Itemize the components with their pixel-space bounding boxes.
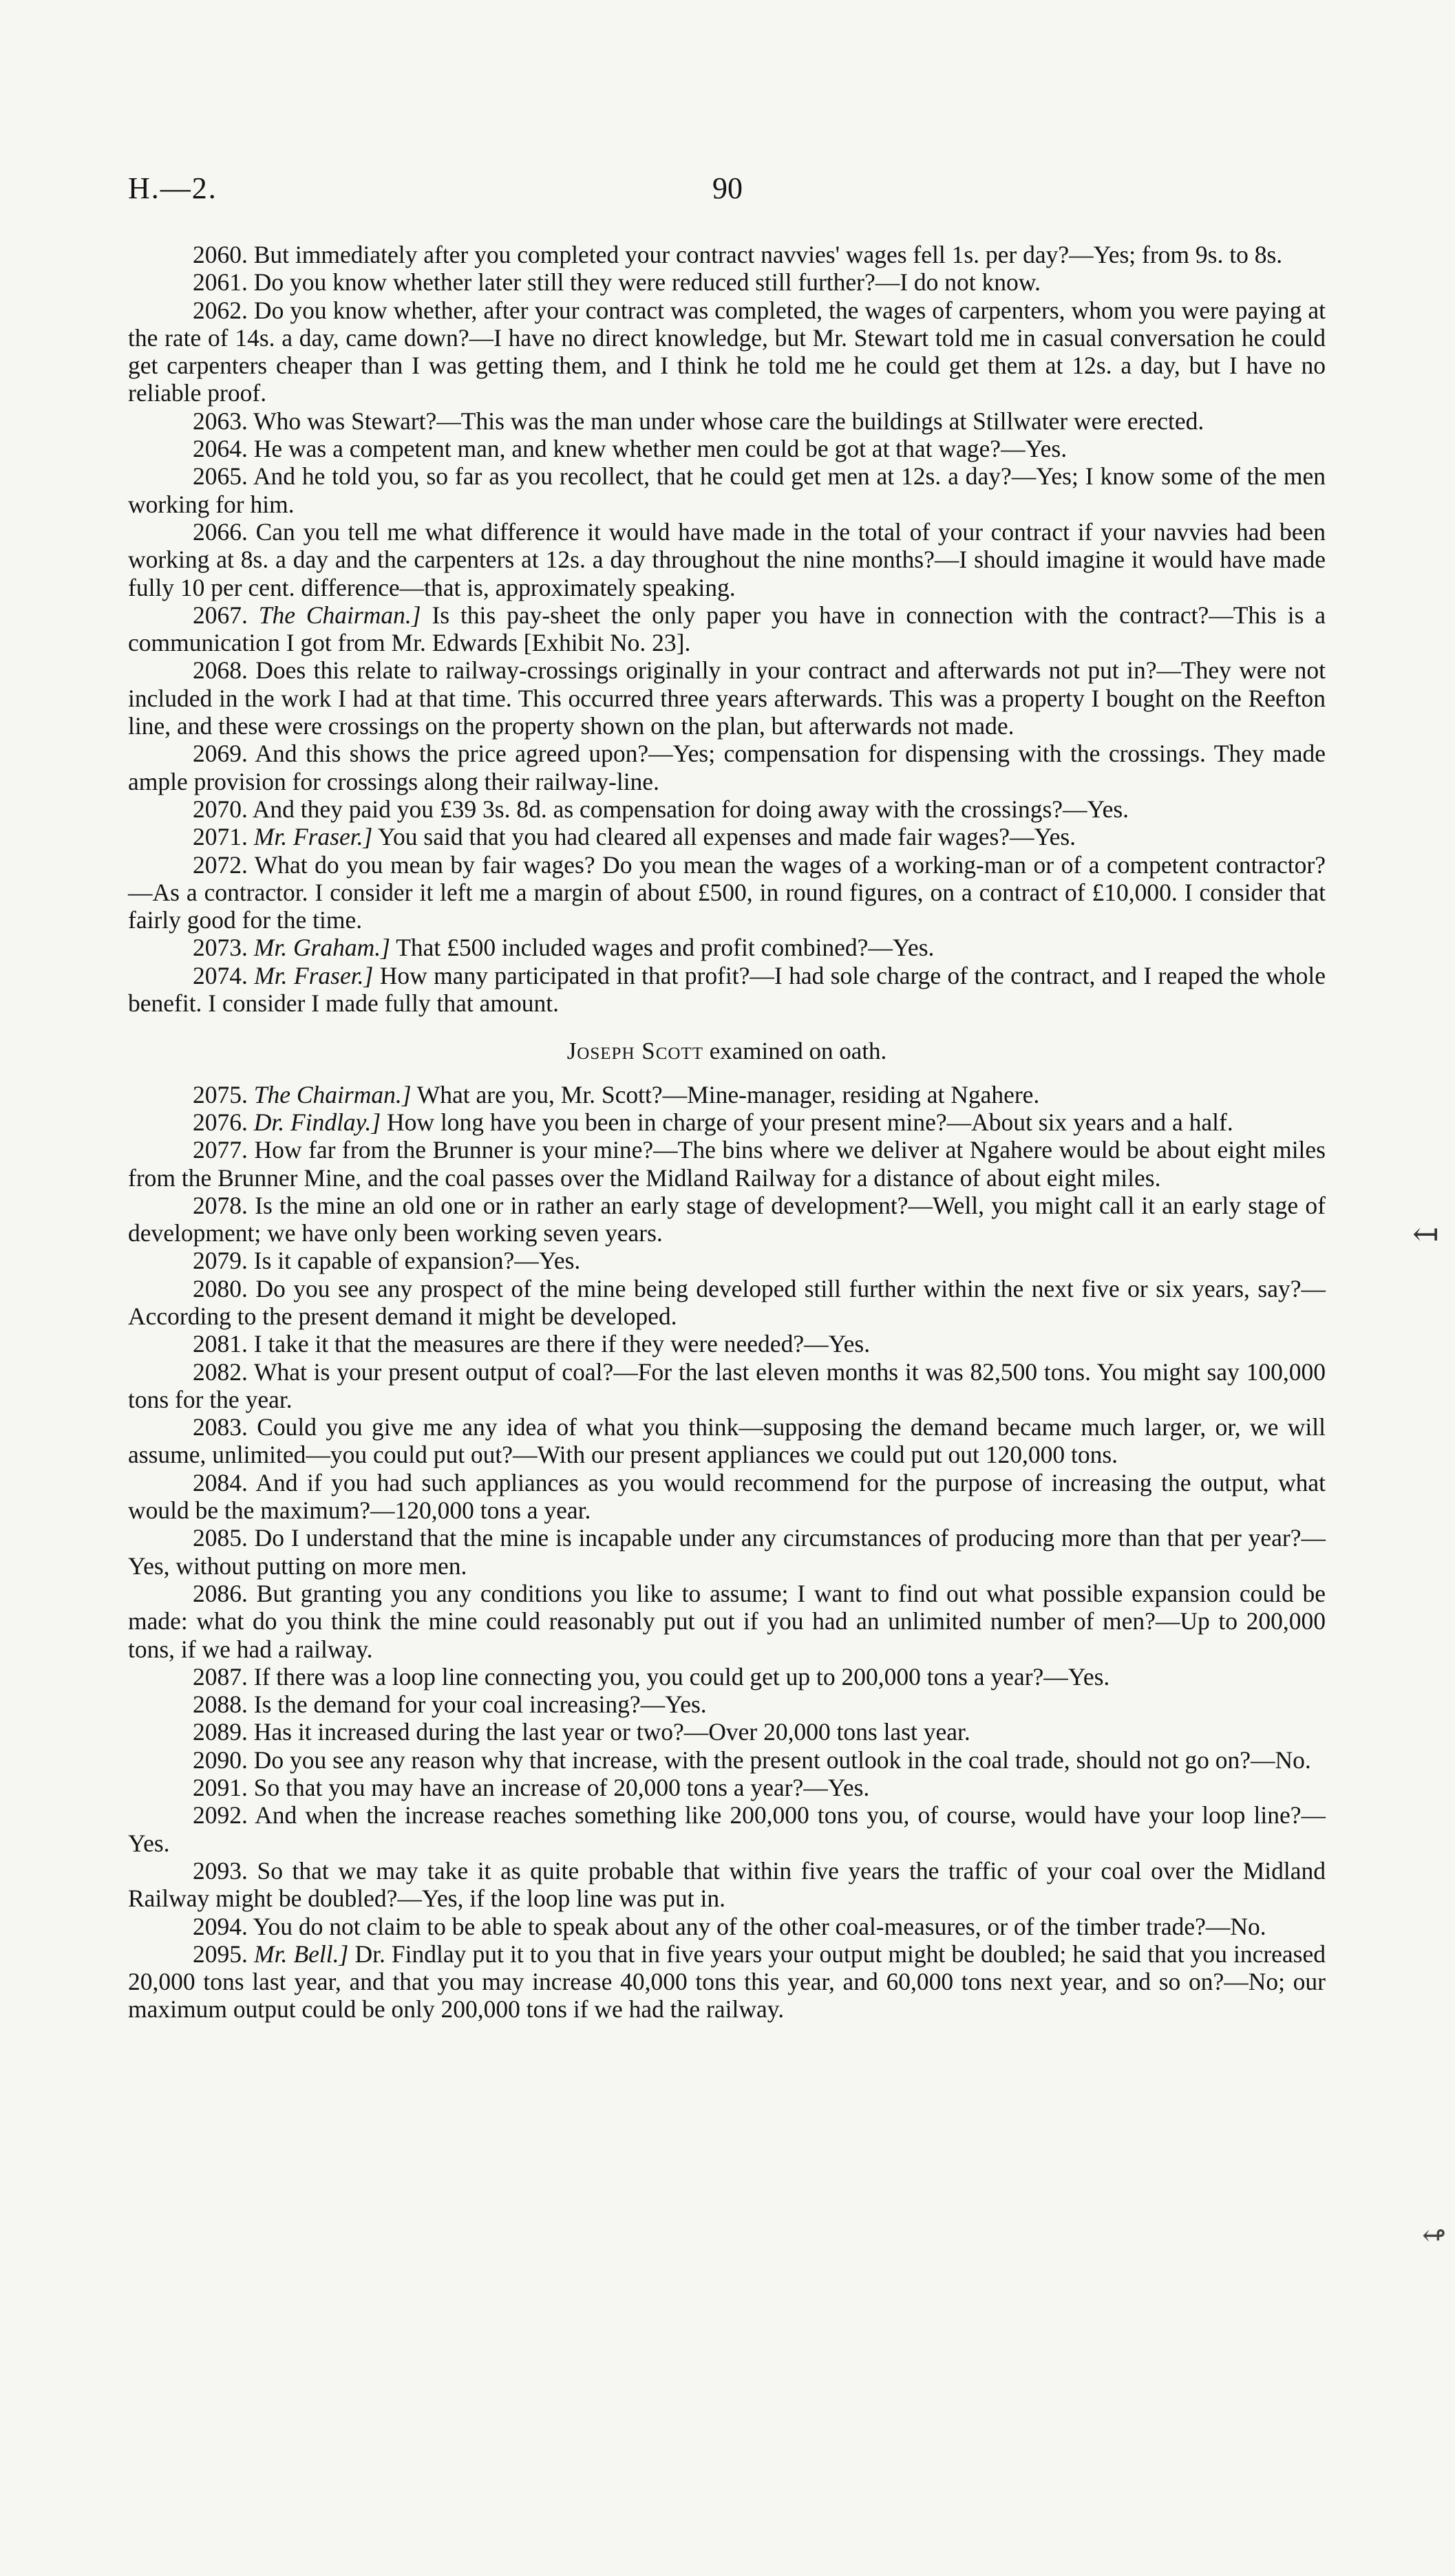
question-paragraph <box>128 1330 1326 1357</box>
question-text: So that we may take it as quite probable that within five years the traffic of your coal over the Midland Railway might be doubled?—Yes, if the loop line was put in. <box>128 1856 1326 1913</box>
question-number: 2095. <box>193 1940 248 1968</box>
question-number: 2071. <box>193 823 248 851</box>
question-number: 2079. <box>193 1247 248 1275</box>
question-paragraph <box>128 1690 1326 1718</box>
question-text: Is the demand for your coal increasing?—Yes. <box>253 1690 707 1719</box>
question-text: How many participated in that profit?—I had sole charge of the contract, and I reaped the whole benefit. I consider I made fully that amount. <box>128 961 1326 1018</box>
question-paragraph <box>128 934 1326 961</box>
question-text: So that you may have an increase of 20,000 tons a year?—Yes. <box>253 1774 870 1802</box>
question-paragraph <box>128 656 1326 740</box>
question-number: 2091. <box>193 1774 248 1802</box>
question-text: But immediately after you completed your contract navvies' wages fell 1s. per day?—Yes; from 9s. to 8s. <box>253 241 1283 268</box>
question-number: 2083. <box>193 1413 248 1441</box>
question-number: 2065. <box>193 462 248 491</box>
question-text: Do I understand that the mine is incapable under any circumstances of producing more than that per year?—Yes, without putting on more men. <box>128 1524 1326 1580</box>
question-text: And when the increase reaches something like 200,000 tons you, of course, would have your loop line?—Yes. <box>128 1801 1326 1857</box>
speaker-name: Mr. Fraser.] <box>254 961 374 989</box>
question-number: 2080. <box>193 1274 248 1302</box>
question-text: How far from the Brunner is your mine?—The bins where we deliver at Ngahere would be about eight miles from the Brunner Mine, and the coal passes over the Midland Railway for a distance of about eight miles. <box>128 1136 1326 1192</box>
question-text: Is it capable of expansion?—Yes. <box>253 1247 581 1275</box>
question-paragraph <box>128 823 1326 850</box>
question-text: Who was Stewart?—This was the man under whose care the buildings at Stillwater were erected. <box>253 407 1204 435</box>
question-text: If there was a loop line connecting you, you could get up to 200,000 tons a year?—Yes. <box>253 1662 1110 1690</box>
question-number: 2074. <box>193 961 248 989</box>
question-paragraph <box>128 795 1326 823</box>
page-code: H.—2. <box>128 171 217 205</box>
question-text: Has it increased during the last year or two?—Over 20,000 tons last year. <box>253 1718 970 1746</box>
speaker-name: Dr. Findlay.] <box>253 1108 381 1136</box>
question-number: 2061. <box>193 268 248 297</box>
question-paragraph <box>128 1275 1326 1331</box>
question-paragraph <box>128 1580 1326 1663</box>
question-number: 2073. <box>193 934 248 962</box>
question-paragraph <box>128 1192 1326 1247</box>
question-text: Could you give me any idea of what you think—supposing the demand became much larger, or, we will assume, unlimited—you could put out?—With our present appliances we could put out 120,000 tons. <box>128 1413 1326 1469</box>
question-number: 2081. <box>193 1330 248 1358</box>
question-text: And they paid you £39 3s. 8d. as compensation for doing away with the crossings?—Yes. <box>252 795 1129 823</box>
question-number: 2084. <box>193 1468 248 1496</box>
question-number: 2075. <box>193 1080 248 1108</box>
question-paragraph <box>128 1247 1326 1274</box>
question-text: How long have you been in charge of your present mine?—About six years and a half. <box>387 1108 1233 1136</box>
witness-heading-suffix: examined on oath. <box>709 1038 887 1065</box>
testimony-section-1 <box>128 241 1326 1017</box>
margin-mark: ↫ <box>1422 2220 1447 2252</box>
question-number: 2060. <box>193 241 248 268</box>
question-number: 2088. <box>193 1690 248 1719</box>
question-paragraph <box>128 1940 1326 2024</box>
question-number: 2063. <box>193 407 248 435</box>
question-number: 2077. <box>193 1136 248 1164</box>
question-paragraph <box>128 601 1326 657</box>
speaker-name: Mr. Graham.] <box>253 934 390 962</box>
question-text: He was a competent man, and knew whether men could be got at that wage?—Yes. <box>253 435 1068 463</box>
question-number: 2066. <box>193 517 248 546</box>
question-paragraph <box>128 462 1326 518</box>
question-text: What is your present output of coal?—For the last eleven months it was 82,500 tons. You might say 100,000 tons for the year. <box>128 1357 1326 1413</box>
question-text: Do you see any reason why that increase, with the present outlook in the coal trade, should not go on?—No. <box>253 1746 1311 1774</box>
question-text: Do you see any prospect of the mine being developed still further within the next five or six years, say?—According to the present demand it might be developed. <box>128 1274 1326 1330</box>
question-text: Does this relate to railway-crossings originally in your contract and afterwards not put in?—They were not included in the work I had at that time. This occurred three years afterwards. This was a property I bought on the Reefton line, and these were crossings on the property shown on the plan, but afterwards not made. <box>128 656 1326 740</box>
question-number: 2082. <box>193 1357 248 1386</box>
page-body <box>128 241 1326 2024</box>
question-text: What are you, Mr. Scott?—Mine-manager, residing at Ngahere. <box>416 1080 1040 1108</box>
question-paragraph <box>128 1108 1326 1136</box>
question-paragraph <box>128 297 1326 407</box>
question-paragraph <box>128 1413 1326 1469</box>
question-text: But granting you any conditions you like to assume; I want to find out what possible expansion could be made: what do you think the mine could reasonably put out if you had an unlimited number of men?—Up to 200,000 tons, if we had a railway. <box>128 1579 1326 1663</box>
question-text: You do not claim to be able to speak about any of the other coal-measures, or of the timber trade?—No. <box>253 1912 1266 1940</box>
page-number: 90 <box>712 171 743 205</box>
question-paragraph <box>128 1857 1326 1913</box>
question-number: 2072. <box>193 850 248 879</box>
question-number: 2090. <box>193 1746 248 1774</box>
question-text: Is this pay-sheet the only paper you have in connection with the contract?—This is a communication I got from Mr. Edwards [Exhibit No. 23]. <box>128 601 1326 657</box>
question-paragraph <box>128 1358 1326 1414</box>
question-text: You said that you had cleared all expenses and made fair wages?—Yes. <box>377 823 1076 851</box>
question-paragraph <box>128 1469 1326 1525</box>
question-paragraph <box>128 851 1326 934</box>
question-number: 2067. <box>193 601 248 629</box>
question-paragraph <box>128 1524 1326 1580</box>
question-number: 2086. <box>193 1579 248 1607</box>
question-number: 2092. <box>193 1801 248 1829</box>
question-number: 2085. <box>193 1524 248 1552</box>
question-number: 2062. <box>193 296 248 324</box>
question-number: 2076. <box>193 1108 248 1136</box>
question-number: 2093. <box>193 1856 248 1885</box>
question-number: 2069. <box>193 740 248 768</box>
question-number: 2078. <box>193 1191 248 1219</box>
question-text: Can you tell me what difference it would have made in the total of your contract if your navvies had been working at 8s. a day and the carpenters at 12s. a day throughout the nine months?—I should imagine it would have made fully 10 per cent. difference—that is, approximately speaking. <box>128 517 1326 601</box>
question-text: Do you know whether, after your contract was completed, the wages of carpenters, whom you were paying at the rate of 14s. a day, came down?—I have no direct knowledge, but Mr. Stewart told me in casual conversation he could get carpenters cheaper than I was getting them, and I think he told me he could get them at 12s. a day, but I have no reliable proof. <box>128 296 1326 407</box>
speaker-name: The Chairman.] <box>253 1080 412 1108</box>
question-paragraph <box>128 740 1326 795</box>
question-number: 2070. <box>193 795 248 823</box>
question-paragraph <box>128 1801 1326 1857</box>
question-paragraph <box>128 962 1326 1018</box>
question-paragraph <box>128 1663 1326 1690</box>
question-text: Is the mine an old one or in rather an early stage of development?—Well, you might call it an early stage of development; we have only been working seven years. <box>128 1191 1326 1247</box>
question-text: And he told you, so far as you recollect, that he could get men at 12s. a day?—Yes; I know some of the men working for him. <box>128 462 1326 518</box>
question-text: Do you know whether later still they were reduced still further?—I do not know. <box>253 268 1041 297</box>
witness-heading <box>128 1038 1326 1065</box>
question-text: And if you had such appliances as you would recommend for the purpose of increasing the output, what would be the maximum?—120,000 tons a year. <box>128 1468 1326 1525</box>
speaker-name: Mr. Bell.] <box>254 1940 349 1968</box>
question-number: 2087. <box>193 1662 248 1690</box>
question-text: I take it that the measures are there if they were needed?—Yes. <box>253 1330 871 1358</box>
question-paragraph <box>128 1718 1326 1746</box>
witness-name: Joseph Scott <box>566 1038 703 1065</box>
question-paragraph <box>128 1136 1326 1192</box>
question-paragraph <box>128 1913 1326 1940</box>
speaker-name: Mr. Fraser.] <box>253 823 373 851</box>
question-paragraph <box>128 1746 1326 1774</box>
testimony-section-2 <box>128 1081 1326 2024</box>
question-text: That £500 included wages and profit combined?—Yes. <box>396 934 935 962</box>
question-paragraph <box>128 407 1326 435</box>
question-paragraph <box>128 1774 1326 1801</box>
question-text: Dr. Findlay put it to you that in five years your output might be doubled; he said that you increased 20,000 tons last year, and that you may increase 40,000 tons this year, and 60,000 tons next year, and so on?—No; our maximum output could be only 200,000 tons if we had the railway. <box>128 1940 1326 2024</box>
speaker-name: The Chairman.] <box>258 601 421 629</box>
question-text: What do you mean by fair wages? Do you mean the wages of a working-man or of a competent contractor?—As a contractor. I consider it left me a margin of about £500, in round figures, on a contract of £10,000. I consider that fairly good for the time. <box>128 850 1326 934</box>
question-number: 2094. <box>193 1912 248 1940</box>
question-number: 2068. <box>193 656 248 685</box>
question-number: 2089. <box>193 1718 248 1746</box>
question-number: 2064. <box>193 435 248 463</box>
question-paragraph <box>128 1081 1326 1108</box>
question-paragraph <box>128 435 1326 462</box>
question-paragraph <box>128 241 1326 268</box>
question-paragraph <box>128 268 1326 296</box>
margin-mark: ↤ <box>1412 1216 1439 1252</box>
page-header <box>128 171 1327 212</box>
question-text: And this shows the price agreed upon?—Yes; compensation for dispensing with the crossings. They made ample provision for crossings along their railway-line. <box>128 740 1326 795</box>
question-paragraph <box>128 518 1326 601</box>
